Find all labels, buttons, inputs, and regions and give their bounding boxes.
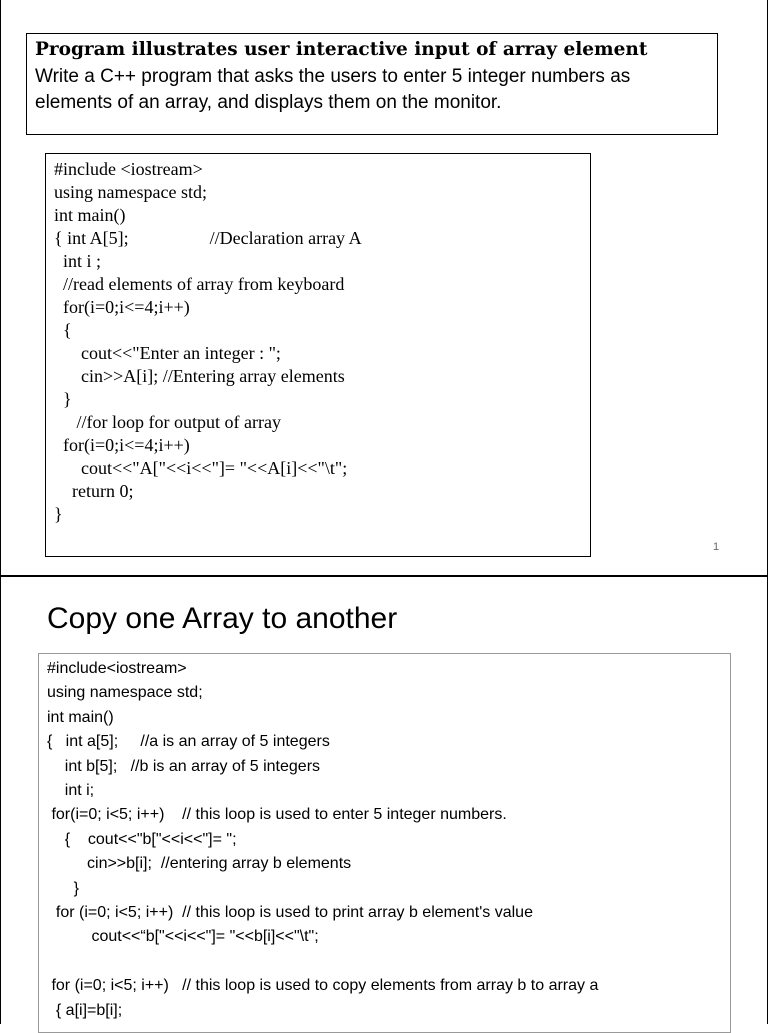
code-line: for(i=0;i<=4;i++) <box>54 435 190 455</box>
code-line: #include<iostream> <box>47 660 187 677</box>
code-box-copy-array <box>38 653 731 1033</box>
code-line: int i; <box>47 782 95 800</box>
code-line: int main() <box>54 205 126 225</box>
code-listing-input-array <box>54 158 590 526</box>
code-line: cout<<“b["<<i<<"]= "<<b[i]<<"\t"; <box>47 928 319 946</box>
task-title: Program illustrates user interactive input of array element <box>35 39 648 60</box>
code-line: for(i=0;i<=4;i++) <box>54 297 190 317</box>
code-line: { a[i]=b[i]; <box>47 1001 123 1019</box>
code-box-input-array <box>45 153 591 557</box>
code-line: for(i=0; i<5; i++) // this loop is used to enter 5 integer numbers. <box>47 806 507 824</box>
page-number: 1 <box>713 541 720 553</box>
code-line: //read elements of array from keyboard <box>54 274 345 294</box>
code-line: int b[5]; //b is an array of 5 integers <box>47 757 321 775</box>
code-line: #include <iostream> <box>54 159 203 179</box>
code-line: { <box>54 320 72 340</box>
code-line: cout<<"Enter an integer : "; <box>54 343 281 363</box>
slide-title: Copy one Array to another <box>47 602 398 635</box>
code-line: { int A[5]; //Declaration array A <box>54 228 362 248</box>
code-line: //for loop for output of array <box>54 412 281 432</box>
code-line: cin>>A[i]; //Entering array elements <box>54 366 345 386</box>
code-line: for (i=0; i<5; i++) // this loop is used to print array b element's value <box>47 904 533 922</box>
code-line: { int a[5]; //a is an array of 5 integers <box>47 733 330 751</box>
code-line: } <box>54 504 63 524</box>
code-line: } <box>47 879 80 897</box>
code-line: } <box>54 389 72 409</box>
code-line: cout<<"A["<<i<<"]= "<<A[i]<<"\t"; <box>54 458 348 478</box>
task-description-box <box>26 33 718 135</box>
code-line: for (i=0; i<5; i++) // this loop is used to copy elements from array b to array a <box>47 977 599 995</box>
code-line: using namespace std; <box>47 684 203 702</box>
task-description: Write a C++ program that asks the users to enter 5 integer numbers as elements of an array, and displays them on the monitor. <box>35 66 631 113</box>
code-line: int i ; <box>54 251 102 271</box>
code-line: using namespace std; <box>54 182 207 202</box>
code-listing-copy-array <box>47 657 730 1023</box>
code-line: return 0; <box>54 481 134 501</box>
code-line <box>47 950 730 974</box>
code-line: int main() <box>47 708 114 726</box>
code-line: { cout<<"b["<<i<<"]= "; <box>47 830 237 848</box>
code-line: cin>>b[i]; //entering array b elements <box>47 855 352 873</box>
slide-2 <box>0 577 768 1024</box>
